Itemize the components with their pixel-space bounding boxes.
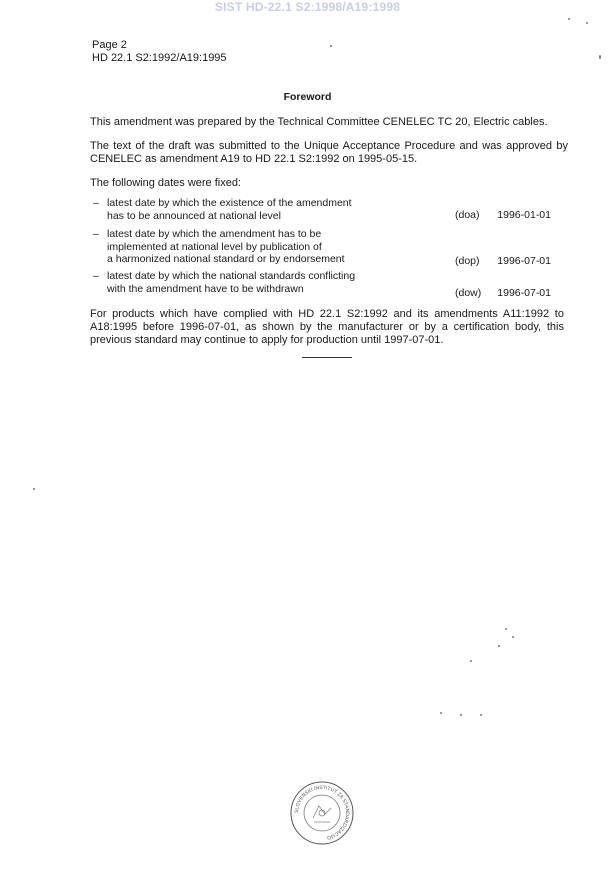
section-divider xyxy=(302,357,352,358)
date-value: 1996-07-01 xyxy=(497,255,551,267)
date-item-doa xyxy=(93,197,553,225)
scan-speck xyxy=(568,18,570,20)
svg-text:SLOVENSKI INSTITUT ZA STANDARD: SLOVENSKI INSTITUT ZA STANDARDIZACIJO xyxy=(293,784,351,841)
paragraph-committee: This amendment was prepared by the Technical Committee CENELEC TC 20, Electric cables. xyxy=(90,116,548,128)
scan-speck xyxy=(460,714,462,716)
date-code: (dow) xyxy=(455,287,482,299)
list-dash: – xyxy=(93,270,99,282)
scan-speck xyxy=(470,660,472,662)
official-seal xyxy=(289,780,355,846)
date-code: (dop) xyxy=(455,255,480,267)
scan-speck xyxy=(33,488,35,490)
paragraph-approval: The text of the draft was submitted to the Unique Acceptance Procedure and was approved by CENELEC as amendment A19 to HD 22.1 S2:1992 on 1995-05-15. xyxy=(90,140,568,165)
scan-speck xyxy=(480,714,482,716)
scan-speck xyxy=(505,628,507,630)
paragraph-transition: For products which have complied with HD 22.1 S2:1992 and its amendments A11:1992 to A18:1995 before 1996-07-01, as shown by the manufacturer or by a certification body, this previous standard may continue to apply for production until 1997-07-01. xyxy=(90,308,564,346)
scan-speck xyxy=(586,22,588,24)
date-description xyxy=(107,228,377,266)
description-line: with the amendment have to be withdrawn xyxy=(107,282,304,295)
list-dash: – xyxy=(93,197,99,209)
date-value: 1996-01-01 xyxy=(497,209,551,221)
description-line: implemented at national level by publication of xyxy=(107,240,322,253)
description-line: a harmonized national standard or by endorsement xyxy=(107,253,345,265)
description-line: latest date by which the amendment has to be xyxy=(107,228,322,240)
description-line: latest date by which the national standards conflicting xyxy=(107,270,356,282)
date-code: (doa) xyxy=(455,209,480,221)
scan-speck xyxy=(512,636,514,638)
foreword-title: Foreword xyxy=(283,91,332,103)
date-item-dow xyxy=(93,270,553,300)
page-number: Page 2 xyxy=(92,39,127,51)
date-item-dop xyxy=(93,228,553,268)
date-description xyxy=(107,270,377,295)
scan-speck xyxy=(330,45,332,47)
scan-speck xyxy=(599,55,601,59)
watermark: SIST HD-22.1 S2:1998/A19:1998 xyxy=(214,0,401,14)
paragraph-dates-intro: The following dates were fixed: xyxy=(90,177,242,189)
description-line: latest date by which the existence of the amendment xyxy=(107,197,352,209)
document-id: HD 22.1 S2:1992/A19:1995 xyxy=(92,52,227,64)
scan-speck xyxy=(440,712,442,714)
date-value: 1996-07-01 xyxy=(497,287,551,299)
list-dash: – xyxy=(93,228,99,240)
scan-speck xyxy=(498,645,500,647)
date-description xyxy=(107,197,377,222)
description-line: has to be announced at national level xyxy=(107,209,281,222)
page-header xyxy=(92,39,227,65)
